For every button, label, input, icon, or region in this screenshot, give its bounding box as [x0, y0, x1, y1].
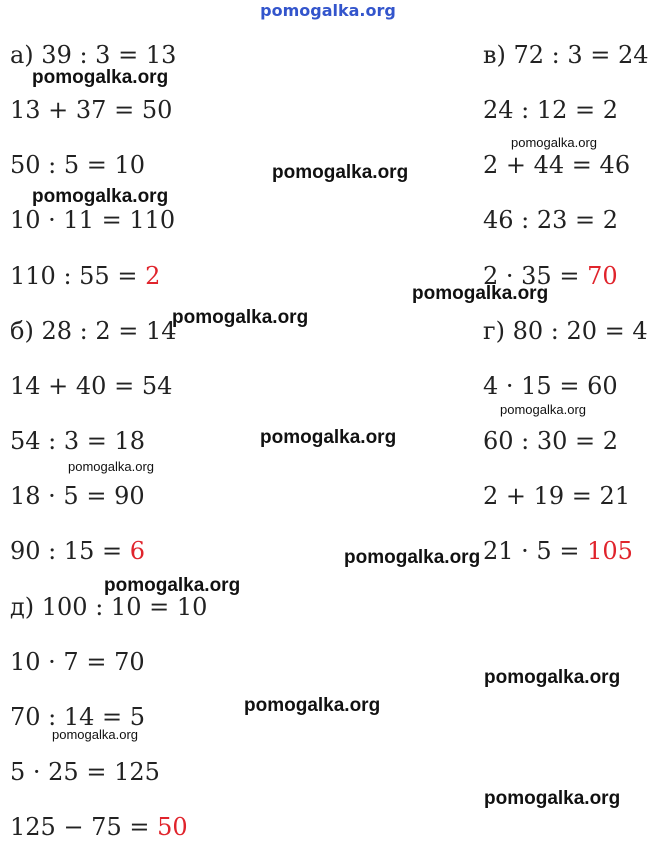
watermark: pomogalka.org	[172, 307, 309, 328]
equation-line-result: 110 : 55 = 2	[10, 262, 161, 290]
equation-line: 2 + 44 = 46	[483, 151, 631, 179]
equation-line: 4 · 15 = 60	[483, 372, 618, 400]
watermark: pomogalka.org	[344, 547, 481, 568]
equation-line: 46 : 23 = 2	[483, 206, 619, 234]
equation-line-result: 2 · 35 = 70	[483, 262, 618, 290]
watermark: pomogalka.org	[511, 135, 597, 150]
equation-line: 60 : 30 = 2	[483, 427, 619, 455]
watermark: pomogalka.org	[244, 695, 381, 716]
watermark: pomogalka.org	[500, 402, 586, 417]
answer-value: 50	[157, 813, 188, 841]
equation-line: в) 72 : 3 = 24	[483, 41, 649, 69]
watermark: pomogalka.org	[260, 427, 397, 448]
equation-line: 70 : 14 = 5	[10, 703, 146, 731]
equation-line: 5 · 25 = 125	[10, 758, 160, 786]
equation-line: а) 39 : 3 = 13	[10, 41, 177, 69]
equation-line: г) 80 : 20 = 4	[483, 317, 648, 345]
header-watermark: pomogalka.org	[260, 1, 396, 20]
equation-line-result: 90 : 15 = 6	[10, 537, 146, 565]
equation-line: 13 + 37 = 50	[10, 96, 173, 124]
equation-line: 24 : 12 = 2	[483, 96, 619, 124]
equation-line: 2 + 19 = 21	[483, 482, 631, 510]
equation-line: д) 100 : 10 = 10	[10, 593, 208, 621]
watermark: pomogalka.org	[484, 667, 621, 688]
watermark: pomogalka.org	[484, 788, 621, 809]
equation-line-result: 21 · 5 = 105	[483, 537, 633, 565]
watermark: pomogalka.org	[272, 162, 409, 183]
watermark: pomogalka.org	[104, 575, 241, 596]
equation-line: 50 : 5 = 10	[10, 151, 146, 179]
answer-value: 6	[129, 537, 146, 565]
answer-value: 2	[145, 262, 161, 290]
equation-line: 18 · 5 = 90	[10, 482, 145, 510]
watermark: pomogalka.org	[32, 186, 169, 207]
watermark: pomogalka.org	[52, 727, 138, 742]
equation-line: 14 + 40 = 54	[10, 372, 173, 400]
answer-value: 70	[587, 262, 618, 290]
equation-line: 54 : 3 = 18	[10, 427, 146, 455]
watermark: pomogalka.org	[68, 459, 154, 474]
watermark: pomogalka.org	[412, 283, 549, 304]
answer-value: 105	[587, 537, 633, 565]
equation-line: 10 · 11 = 110	[10, 206, 176, 234]
equation-line: 10 · 7 = 70	[10, 648, 145, 676]
watermark: pomogalka.org	[32, 67, 169, 88]
equation-line: б) 28 : 2 = 14	[10, 317, 177, 345]
equation-line-result: 125 − 75 = 50	[10, 813, 188, 841]
